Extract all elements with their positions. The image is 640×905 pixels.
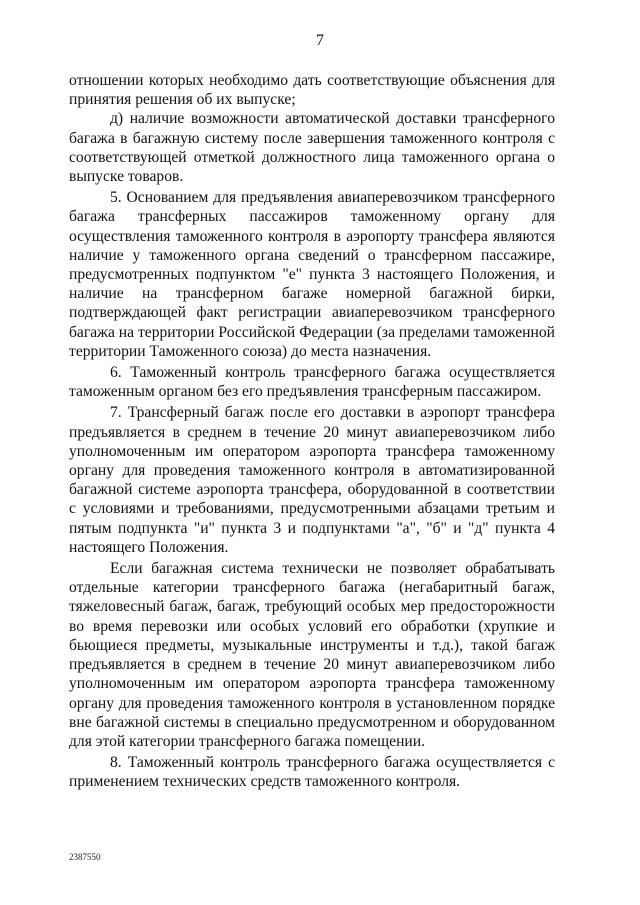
paragraph-item-d: д) наличие возможности автоматической доставки трансферного багажа в багажную систему после завершения таможенного контроля с соответствующей отметкой должностного лица таможенного органа о выпуске товаров. (69, 110, 555, 186)
paragraph-clause-5: 5. Основанием для предъявления авиаперевозчиком трансферного багажа трансферных пассажиров таможенному органу для осуществления таможенного контроля в аэропорту трансфера являются наличие у таможенного органа сведений о трансферном пассажире, предусмотренных подпунктом "е" пункта 3 настоящего Положения, и наличие на трансферном багаже номерной багажной бирки, подтверждающей факт регистрации авиаперевозчиком трансферного багажа на территории Российской Федерации (за пределами таможенной территории Таможенного союза) до места назначения. (69, 189, 555, 360)
document-code: 2387550 (69, 852, 101, 862)
paragraph-clause-8: 8. Таможенный контроль трансферного багажа осуществляется с применением технических средств таможенного контроля. (69, 754, 555, 791)
page-number: 7 (316, 32, 324, 49)
paragraph-clause-6: 6. Таможенный контроль трансферного багажа осуществляется таможенным органом без его предъявления трансферным пассажиром. (69, 364, 555, 401)
paragraph-clause-7-exception: Если багажная система технически не позволяет обрабатывать отдельные категории трансферного багажа (негабаритный багаж, тяжеловесный багаж, багаж, требующий особых мер предосторожности во время перевозки или особых условий его обработки (хрупкие и бьющиеся предметы, музыкальные инструменты и т.д.), такой багаж предъявляется в среднем в течение 20 минут авиаперевозчиком либо уполномоченным им оператором аэропорта трансфера таможенному органу для проведения таможенного контроля в установленном порядке вне багажной системы в специально предусмотренном и оборудованном для этой категории трансферного багажа помещении. (69, 560, 555, 750)
paragraph-continuation: отношении которых необходимо дать соответствующие объяснения для принятия решения об их выпуске; (69, 72, 555, 109)
document-body (69, 71, 555, 792)
paragraph-clause-7: 7. Трансферный багаж после его доставки в аэропорт трансфера предъявляется в среднем в течение 20 минут авиаперевозчиком либо уполномоченным им оператором аэропорта трансфера таможенному органу для проведения таможенного контроля в автоматизированной багажной системе аэропорта трансфера, оборудованной в соответствии с условиями и требованиями, предусмотренными абзацами третьим и пятым подпункта "и" пункта 3 и подпунктами "а", "б" и "д" пункта 4 настоящего Положения. (69, 404, 555, 556)
